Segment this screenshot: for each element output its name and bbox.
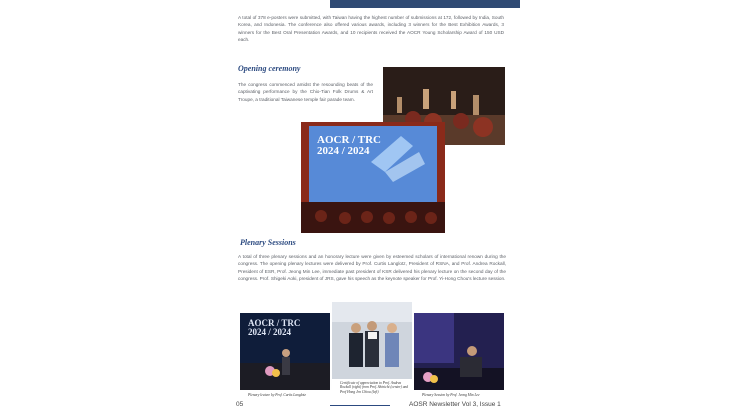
photo2-caption: Certificate of appreciation to Prof. Andrea Rockall (right) from Prof. Shinichi (center) and Prof Hong Jen Chiou (left) — [340, 381, 409, 394]
photo1-screen-years: 2024 / 2024 — [248, 327, 292, 337]
screen-years: 2024 / 2024 — [317, 145, 370, 157]
plenary-photo-lee — [414, 313, 504, 390]
header-accent-bar — [330, 0, 520, 8]
opening-stage-photo — [301, 122, 445, 233]
newsletter-footer: AOSR Newsletter Vol 3, Issue 1 — [409, 401, 501, 408]
screen-title: AOCR / TRC — [317, 134, 381, 146]
intro-paragraph: A total of 378 e-posters were submitted, with Taiwan having the highest number of submissions at 172, followed by India, South Korea, and Indonesia. The conference also offered various awards, including 3 winners for the Best Exhibition Awards, 3 winners for the Best Oral Presentation Awards, and 10 recipients received the AOCR Young Scholarship Award of 150 USD each. — [238, 15, 504, 42]
page-number: 05 — [236, 401, 244, 408]
photo3-caption: Plenary Session by Prof. Jeong Min Lee — [422, 393, 480, 397]
certificate-photo — [332, 302, 412, 379]
photo1-screen-title: AOCR / TRC — [248, 318, 301, 328]
footer-divider — [330, 405, 390, 406]
plenary-paragraph: A total of three plenary sessions and an honorary lecture were given by esteemed scholars of international renown during the congress. The opening plenary lectures were delivered by Prof. Curtis Langlotz, President of RSNA, and Prof. Andrea Rockall, President of ESR, Prof. Jeong Min Lee, immediate past president of KSR delivered his plenary lecture on the second day of the congress. Prof. Shigeki Aoki, president of JRS, gave his speech as the keynote speaker for Prof. Yi-Hong Chou's lecture session. — [238, 254, 506, 281]
opening-ceremony-heading: Opening ceremony — [238, 64, 301, 73]
plenary-sessions-heading: Plenary Sessions — [240, 238, 296, 247]
opening-ceremony-paragraph: The congress commenced amidst the resounding beats of the captivating performance by the Chio-Tian Folk Drums & Art Troupe, a traditional Taiwanese temple fair parade team. — [238, 82, 373, 102]
photo1-caption: Plenary lecture by Prof. Curtis Langlotz — [248, 393, 306, 397]
plenary-photo-langlotz — [240, 313, 330, 390]
